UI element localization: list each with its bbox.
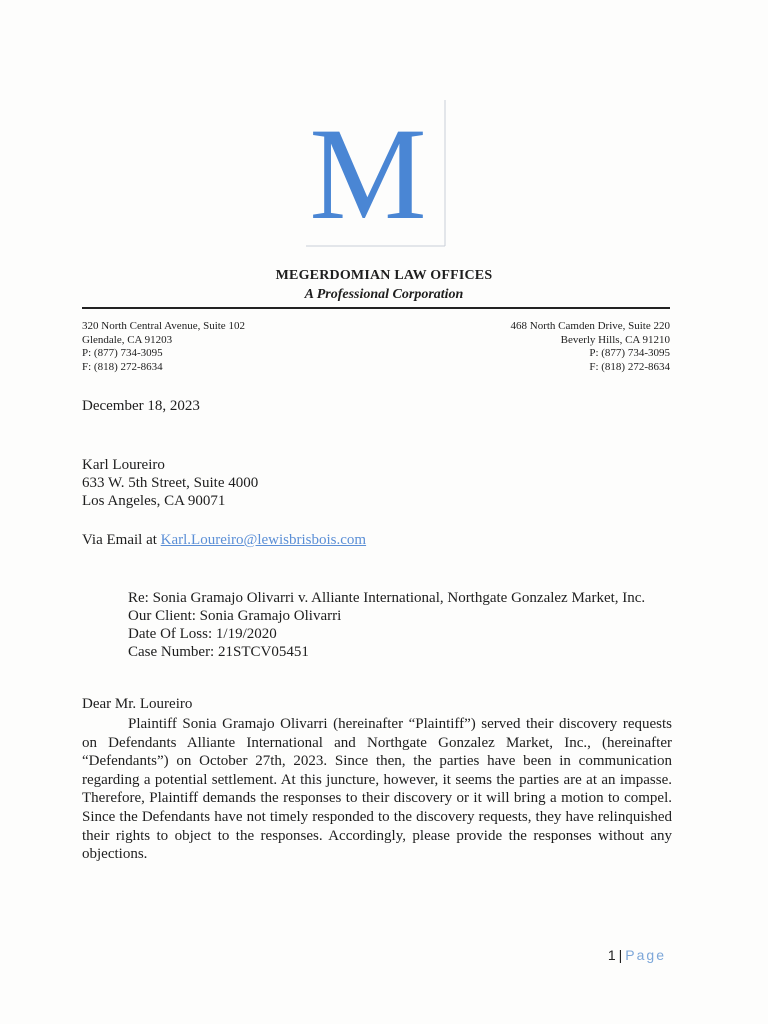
page-number: 1 — [607, 947, 616, 963]
page-number-footer — [608, 947, 666, 963]
office-fax: F: (818) 272-8634 — [589, 360, 670, 373]
letterhead-divider — [82, 307, 670, 309]
re-case-title: Re: Sonia Gramajo Olivarri v. Alliante International, Northgate Gonzalez Market, Inc. — [128, 590, 646, 606]
via-email-line — [82, 531, 366, 549]
office-fax: F: (818) 272-8634 — [82, 360, 163, 373]
firm-name: MEGERDOMIAN LAW OFFICES — [275, 268, 493, 283]
re-block — [128, 589, 645, 661]
office-phone: P: (877) 734-3095 — [82, 347, 163, 359]
body-paragraph — [82, 715, 672, 864]
via-email-prefix: Via Email at — [82, 532, 161, 548]
office-city: Beverly Hills, CA 91210 — [560, 333, 670, 346]
office-phone: P: (877) 734-3095 — [589, 347, 670, 359]
recipient-email-link[interactable]: Karl.Loureiro@lewisbrisbois.com — [160, 532, 367, 548]
recipient-address — [82, 456, 258, 510]
page-word: Page — [625, 947, 666, 963]
letter-date: December 18, 2023 — [82, 398, 200, 414]
page-separator: | — [618, 947, 623, 963]
firm-logo — [306, 100, 446, 250]
office-city: Glendale, CA 91203 — [82, 333, 173, 346]
recipient-city: Los Angeles, CA 90071 — [82, 493, 226, 509]
salutation: Dear Mr. Loureiro — [82, 696, 193, 712]
office-street: 468 North Camden Drive, Suite 220 — [510, 320, 670, 332]
re-case-number: Case Number: 21STCV05451 — [128, 644, 309, 660]
office-address-beverly-hills — [511, 320, 670, 374]
firm-subtitle: A Professional Corporation — [304, 287, 464, 302]
monogram-m-icon — [306, 100, 446, 250]
office-address-glendale — [82, 320, 245, 374]
body-paragraph-text: Plaintiff Sonia Gramajo Olivarri (hereinafter “Plaintiff”) served their discovery requests on Defendants Alliante International and Northgate Gonzalez Market, Inc., (hereinafter “Defendants”) on October 27th, 2023. Since then, the parties have been in communication regarding a potential settlement. At this juncture, however, it seems the parties are at an impasse. Therefore, Plaintiff demands the responses to their discovery or it will bring a motion to compel. Since the Defendants have not timely responded to the discovery requests, they have relinquished their rights to object to the responses. Accordingly, please provide the responses without any objections. — [82, 716, 672, 863]
logo-letter: M — [309, 100, 427, 247]
re-date-of-loss: Date Of Loss: 1/19/2020 — [128, 626, 277, 642]
recipient-street: 633 W. 5th Street, Suite 4000 — [82, 475, 259, 491]
recipient-name: Karl Loureiro — [82, 457, 165, 473]
office-street: 320 North Central Avenue, Suite 102 — [82, 320, 245, 332]
re-client: Our Client: Sonia Gramajo Olivarri — [128, 608, 342, 624]
